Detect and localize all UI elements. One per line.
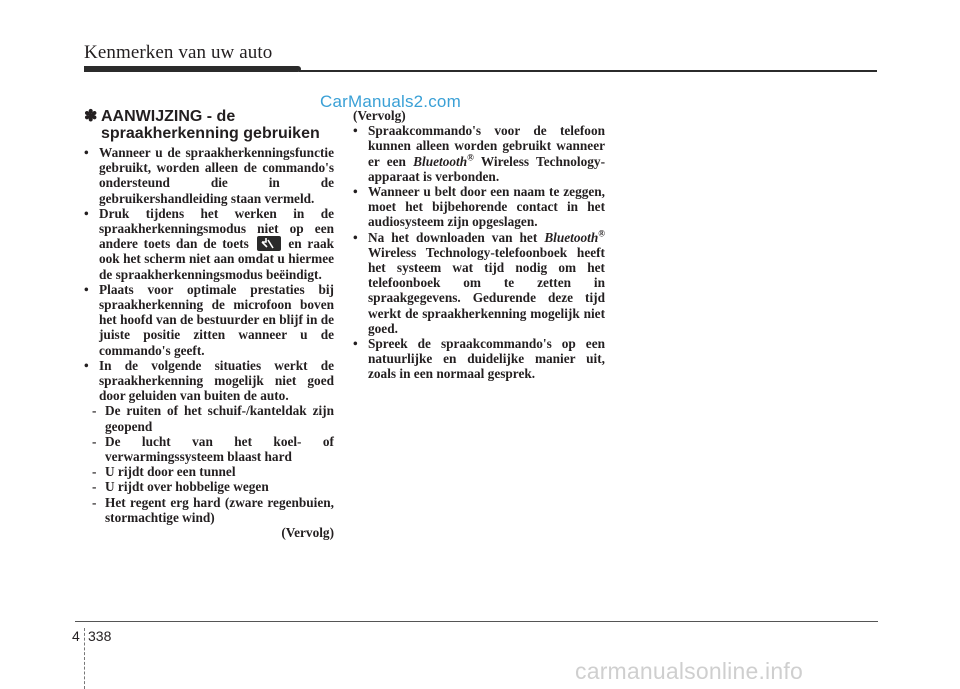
bullet-dot: • [353, 229, 358, 245]
note-title-text: AANWIJZING - de spraakherkenning gebruiken [101, 108, 320, 142]
sub-text: Het regent erg hard (zware regenbuien, stormachtige wind) [105, 494, 334, 525]
page-number: 338 [88, 628, 112, 644]
bullet-dot: • [353, 123, 358, 139]
sub-dash: - [92, 403, 97, 419]
sub-item [84, 495, 334, 525]
sub-text: U rijdt door een tunnel [105, 464, 236, 480]
bullet-text: Wanneer u de spraakherkenningsfunctie gebruikt, worden alleen de commando's ondersteund die in de gebruikershandleiding staan vermeld. [99, 145, 334, 206]
registered-mark: ® [598, 228, 605, 239]
watermark-footer: carmanualsonline.info [575, 658, 803, 684]
bullet-item [353, 336, 605, 382]
bullet-dot: • [84, 281, 89, 297]
bullet-item [84, 282, 334, 358]
bullet-text: Wireless Technology-telefoonboek heeft het systeem wat tijd nodig om het telefoonboek om te zetten in spraakgegevens. Gedurende deze tijd werkt de spraakherkenning mogelijk niet goed. [368, 244, 605, 336]
bullet-dot: • [353, 184, 358, 200]
bullet-dot: • [84, 145, 89, 160]
bullet-dot: • [84, 357, 89, 373]
bullet-text: Na het downloaden van het [368, 229, 538, 245]
registered-mark: ® [467, 152, 474, 163]
continued-label: (Vervolg) [353, 108, 406, 123]
sub-item [84, 434, 334, 464]
sub-dash: - [92, 494, 97, 510]
sub-text: U rijdt over hobbelige wegen [105, 479, 269, 495]
bullet-item [353, 230, 605, 336]
bullet-text: Wireless Technology-apparaat is verbonden. [368, 153, 606, 184]
right-column [353, 108, 605, 382]
watermark-link[interactable]: CarManuals2.com [320, 92, 461, 111]
bullet-item [353, 184, 605, 230]
sub-dash: - [92, 464, 97, 480]
bullet-text: Spraakcommando's voor de telefoon kunnen alleen worden gebruikt wanneer er een [368, 123, 605, 169]
bullet-item [84, 358, 334, 404]
sub-dash: - [92, 433, 97, 449]
bluetooth-term: Bluetooth [544, 229, 599, 245]
bullet-item [353, 123, 605, 184]
bullet-dot: • [353, 336, 358, 352]
sub-text: De ruiten of het schuif-/kanteldak zijn geopend [105, 403, 334, 434]
star-icon: ✽ [84, 108, 98, 125]
header-rule [299, 70, 877, 72]
back-arrow-icon [257, 236, 281, 251]
bullet-text: Plaats voor optimale prestaties bij spraakherkenning de microfoon boven het hoofd van de bestuurder en blijf in de juiste positie zitten wanneer u de commando's geeft. [99, 281, 334, 358]
sub-item [84, 479, 334, 494]
bullet-dot: • [84, 205, 89, 221]
note-title [84, 108, 334, 142]
continued-label: (Vervolg) [281, 525, 334, 541]
left-column [84, 108, 334, 540]
sub-item [84, 464, 334, 479]
page-header-title: Kenmerken van uw auto [84, 42, 273, 63]
bullet-text: Druk tijdens het werken in de spraakherkenningsmodus niet op een andere toets dan de toets [99, 205, 334, 252]
bullet-item [84, 145, 334, 206]
bullet-text: Spreek de spraakcommando's op een natuurlijke en duidelijke manier uit, zoals in een normaal gesprek. [368, 336, 605, 382]
bluetooth-term: Bluetooth [413, 153, 468, 169]
bullet-text: en raak ook het scherm niet aan omdat u hiermee de spraakherkenningsmodus beëindigt. [99, 236, 335, 282]
sub-text: De lucht van het koel- of verwarmingssysteem blaast hard [105, 433, 334, 465]
chapter-number: 4 [72, 628, 80, 644]
header-bar [84, 66, 301, 72]
sub-dash: - [92, 479, 97, 495]
bullet-text: In de volgende situaties werkt de spraakherkenning mogelijk niet goed door geluiden van buiten de auto. [99, 357, 334, 404]
bullet-item [84, 206, 334, 282]
footer-divider [84, 628, 86, 689]
bullet-text: Wanneer u belt door een naam te zeggen, moet het bijbehorende contact in het audiosysteem zijn opgeslagen. [368, 184, 605, 230]
sub-item [84, 403, 334, 433]
footer-rule [75, 621, 878, 622]
